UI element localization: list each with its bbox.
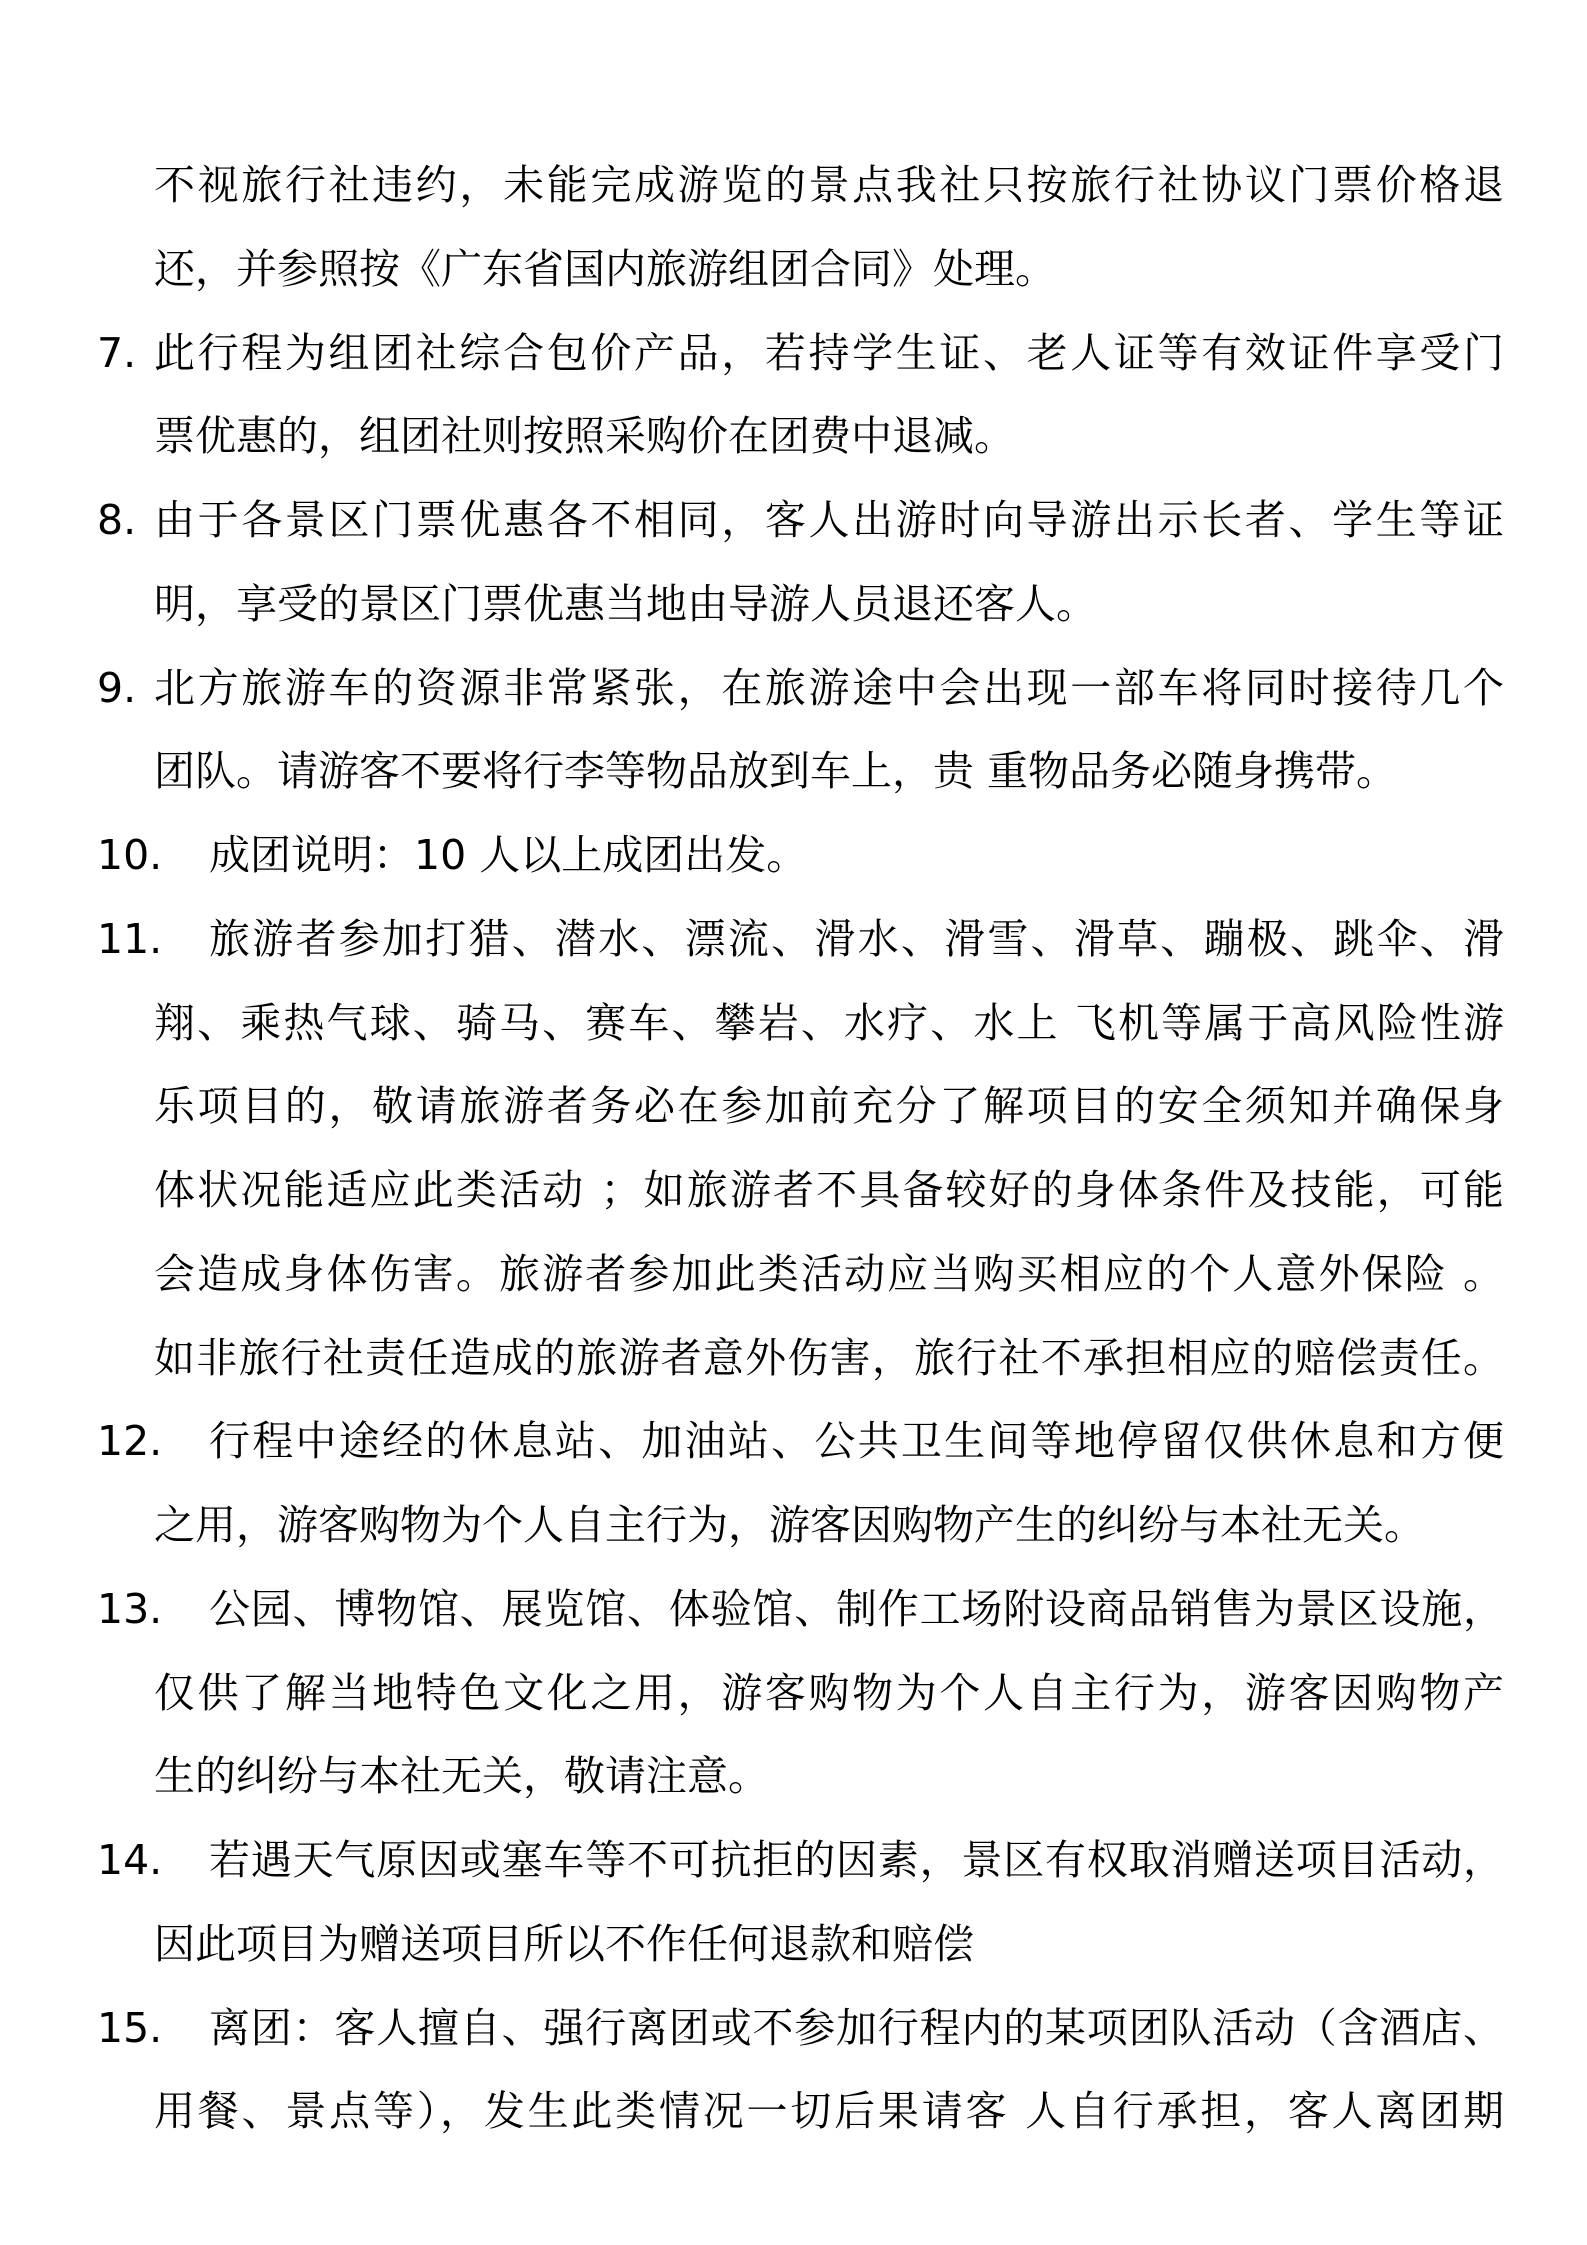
list-item-text-line: 离团：客人擅自、强行离团或不参加行程内的某项团队活动（含酒店、 [209, 2003, 1504, 2052]
list-item-text-line: 旅游者参加打猎、潜水、漂流、滑水、滑雪、滑草、蹦极、跳伞、滑 [209, 914, 1504, 963]
list-item-text-line: 成团说明：10 人以上成团出发。 [209, 831, 808, 879]
list-item-text-line: 不视旅行社违约，未能完成游览的景点我社只按旅行社协议门票价格退 [154, 161, 1504, 209]
list-item-number: 14. [97, 1836, 163, 1884]
list-item-text-line: 之用，游客购物为个人自主行为，游客因购物产生的纠纷与本社无关。 [154, 1501, 1425, 1549]
list-item-text-line: 公园、博物馆、展览馆、体验馆、制作工场附设商品销售为景区设施， [209, 1584, 1504, 1633]
list-item-text-line: 明，享受的景区门票优惠当地由导游人员退还客人。 [154, 579, 1097, 628]
list-item-text-line: 生的纠纷与本社无关，敬请注意。 [154, 1752, 769, 1801]
list-item-number: 15. [97, 2003, 163, 2052]
list-item-number: 12. [97, 1417, 163, 1466]
list-item-text-line: 仅供了解当地特色文化之用，游客购物为个人自主行为，游客因购物产 [154, 1668, 1504, 1717]
list-item-text-line: 会造成身体伤害。旅游者参加此类活动应当购买相应的个人意外保险 。 [154, 1249, 1504, 1298]
list-item-text-line: 因此项目为赠送项目所以不作任何退款和赔偿 [154, 1919, 974, 1968]
list-item-text-line: 还，并参照按《广东省国内旅游组团合同》处理。 [154, 244, 1056, 293]
list-item-number: 8. [97, 496, 137, 544]
list-item-text-line: 乐项目的，敬请旅游者务必在参加前充分了解项目的安全须知并确保身 [154, 1082, 1504, 1131]
list-item-text-line: 此行程为组团社综合包价产品，若持学生证、老人证等有效证件享受门 [154, 328, 1504, 377]
list-item-text-line: 翔、乘热气球、骑马、赛车、攀岩、水疗、水上 飞机等属于高风险性游 [154, 998, 1504, 1047]
list-item-text-line: 由于各景区门票优惠各不相同，客人出游时向导游出示长者、学生等证 [154, 496, 1504, 544]
list-item-number: 7. [97, 328, 137, 377]
list-item-text-line: 用餐、景点等），发生此类情况一切后果请客 人自行承担，客人离团期 [154, 2087, 1504, 2136]
list-item-text-line: 行程中途经的休息站、加油站、公共卫生间等地停留仅供休息和方便 [209, 1417, 1504, 1466]
list-item-number: 10. [97, 831, 163, 879]
list-item-text-line: 团队。请游客不要将行李等物品放到车上，贵 重物品务必随身携带。 [154, 747, 1398, 796]
list-item-text-line: 如非旅行社责任造成的旅游者意外伤害，旅行社不承担相应的赔偿责任。 [154, 1333, 1504, 1382]
list-item-number: 13. [97, 1584, 163, 1633]
list-item-text-line: 体状况能适应此类活动 ；如旅游者不具备较好的身体条件及技能，可能 [154, 1166, 1504, 1214]
list-item-number: 9. [97, 663, 137, 712]
list-item-text-line: 票优惠的，组团社则按照采购价在团费中退减。 [154, 412, 1015, 461]
list-item-text-line: 北方旅游车的资源非常紧张，在旅游途中会出现一部车将同时接待几个 [154, 663, 1504, 712]
list-item-text-line: 若遇天气原因或塞车等不可抗拒的因素，景区有权取消赠送项目活动， [209, 1836, 1504, 1884]
list-item-number: 11. [97, 914, 163, 963]
